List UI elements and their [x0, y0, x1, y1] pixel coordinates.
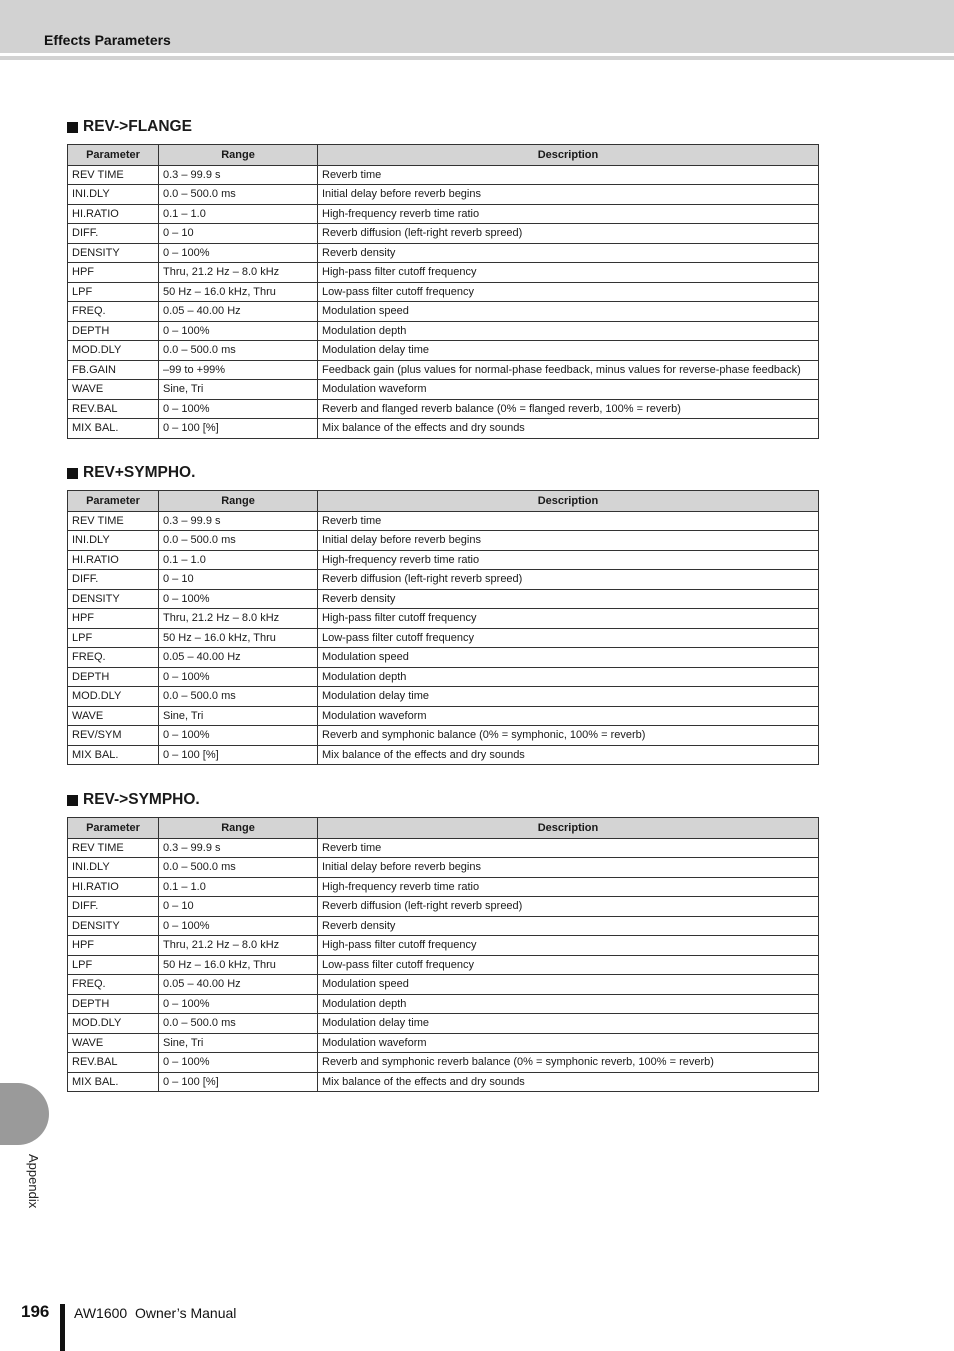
cell-range: 0.0 – 500.0 ms	[159, 531, 318, 551]
cell-description: Low-pass filter cutoff frequency	[318, 628, 819, 648]
column-header-parameter: Parameter	[68, 145, 159, 166]
table-row	[68, 341, 819, 361]
cell-range: 0.3 – 99.9 s	[159, 165, 318, 185]
cell-range: 0 – 100%	[159, 243, 318, 263]
square-bullet-icon	[67, 795, 78, 806]
cell-description: High-pass filter cutoff frequency	[318, 609, 819, 629]
cell-range: 0 – 10	[159, 224, 318, 244]
appendix-label: Appendix	[26, 1154, 41, 1209]
cell-parameter: DEPTH	[68, 321, 159, 341]
table-row	[68, 877, 819, 897]
section-heading	[67, 117, 818, 137]
cell-description: Reverb density	[318, 243, 819, 263]
cell-parameter: FREQ.	[68, 302, 159, 322]
table-row	[68, 897, 819, 917]
section-rev-to-sympho	[67, 790, 818, 1092]
cell-parameter: REV TIME	[68, 165, 159, 185]
cell-range: 0.0 – 500.0 ms	[159, 1014, 318, 1034]
table-header-row	[68, 145, 819, 166]
manual-title: AW1600 Owner’s Manual	[74, 1305, 237, 1321]
square-bullet-icon	[67, 468, 78, 479]
cell-description: Modulation waveform	[318, 706, 819, 726]
cell-parameter: DENSITY	[68, 916, 159, 936]
cell-description: Reverb diffusion (left-right reverb spreed)	[318, 897, 819, 917]
cell-parameter: HI.RATIO	[68, 204, 159, 224]
cell-description: Low-pass filter cutoff frequency	[318, 282, 819, 302]
cell-range: –99 to +99%	[159, 360, 318, 380]
table-row	[68, 628, 819, 648]
cell-description: Reverb diffusion (left-right reverb spreed)	[318, 224, 819, 244]
table-row	[68, 1033, 819, 1053]
cell-range: 0 – 100%	[159, 916, 318, 936]
table-row	[68, 243, 819, 263]
cell-parameter: HPF	[68, 263, 159, 283]
table-row	[68, 1014, 819, 1034]
cell-parameter: DIFF.	[68, 570, 159, 590]
cell-description: Mix balance of the effects and dry sounds	[318, 1072, 819, 1092]
cell-range: 0.0 – 500.0 ms	[159, 687, 318, 707]
table-row	[68, 936, 819, 956]
cell-description: Reverb time	[318, 838, 819, 858]
column-header-range: Range	[159, 491, 318, 512]
cell-range: 0 – 100%	[159, 994, 318, 1014]
cell-description: High-frequency reverb time ratio	[318, 550, 819, 570]
parameter-table	[67, 817, 819, 1092]
table-header-row	[68, 818, 819, 839]
cell-parameter: DENSITY	[68, 589, 159, 609]
table-row	[68, 1053, 819, 1073]
cell-range: Thru, 21.2 Hz – 8.0 kHz	[159, 936, 318, 956]
table-row	[68, 858, 819, 878]
table-row	[68, 302, 819, 322]
cell-description: High-pass filter cutoff frequency	[318, 263, 819, 283]
cell-parameter: DIFF.	[68, 224, 159, 244]
cell-range: 0 – 100%	[159, 1053, 318, 1073]
cell-description: Modulation waveform	[318, 1033, 819, 1053]
table-row	[68, 185, 819, 205]
table-row	[68, 224, 819, 244]
cell-range: 0.3 – 99.9 s	[159, 511, 318, 531]
page-header-title: Effects Parameters	[44, 32, 171, 48]
cell-parameter: MIX BAL.	[68, 745, 159, 765]
cell-description: Reverb diffusion (left-right reverb spreed)	[318, 570, 819, 590]
cell-description: Modulation speed	[318, 975, 819, 995]
cell-range: 0 – 100%	[159, 321, 318, 341]
section-title: REV->FLANGE	[83, 118, 192, 135]
cell-description: High-frequency reverb time ratio	[318, 877, 819, 897]
cell-range: 0 – 100 [%]	[159, 419, 318, 439]
table-row	[68, 360, 819, 380]
cell-parameter: REV TIME	[68, 838, 159, 858]
cell-range: 50 Hz – 16.0 kHz, Thru	[159, 955, 318, 975]
cell-parameter: REV TIME	[68, 511, 159, 531]
table-row	[68, 745, 819, 765]
cell-description: Reverb and flanged reverb balance (0% = flanged reverb, 100% = reverb)	[318, 399, 819, 419]
header-underline	[0, 56, 954, 60]
cell-parameter: HI.RATIO	[68, 550, 159, 570]
cell-description: Reverb and symphonic balance (0% = symphonic, 100% = reverb)	[318, 726, 819, 746]
cell-parameter: WAVE	[68, 706, 159, 726]
cell-description: Initial delay before reverb begins	[318, 858, 819, 878]
table-row	[68, 399, 819, 419]
cell-parameter: DIFF.	[68, 897, 159, 917]
cell-range: 0.1 – 1.0	[159, 550, 318, 570]
footer-bar	[60, 1304, 65, 1351]
cell-description: Modulation depth	[318, 667, 819, 687]
parameter-table	[67, 144, 819, 439]
table-row	[68, 282, 819, 302]
table-row	[68, 531, 819, 551]
cell-parameter: MOD.DLY	[68, 687, 159, 707]
column-header-description: Description	[318, 145, 819, 166]
cell-parameter: HPF	[68, 609, 159, 629]
column-header-parameter: Parameter	[68, 818, 159, 839]
cell-description: Reverb time	[318, 511, 819, 531]
cell-parameter: FREQ.	[68, 648, 159, 668]
cell-range: 50 Hz – 16.0 kHz, Thru	[159, 628, 318, 648]
table-row	[68, 380, 819, 400]
cell-range: 0 – 100%	[159, 726, 318, 746]
cell-range: Sine, Tri	[159, 1033, 318, 1053]
cell-parameter: FREQ.	[68, 975, 159, 995]
cell-parameter: HPF	[68, 936, 159, 956]
cell-range: 0.0 – 500.0 ms	[159, 341, 318, 361]
table-row	[68, 687, 819, 707]
cell-parameter: MOD.DLY	[68, 341, 159, 361]
table-row	[68, 550, 819, 570]
cell-parameter: REV/SYM	[68, 726, 159, 746]
cell-parameter: INI.DLY	[68, 185, 159, 205]
cell-range: 0.05 – 40.00 Hz	[159, 648, 318, 668]
cell-parameter: INI.DLY	[68, 858, 159, 878]
cell-description: Modulation speed	[318, 648, 819, 668]
table-row	[68, 263, 819, 283]
table-row	[68, 955, 819, 975]
column-header-parameter: Parameter	[68, 491, 159, 512]
cell-parameter: WAVE	[68, 380, 159, 400]
table-row	[68, 589, 819, 609]
cell-range: Thru, 21.2 Hz – 8.0 kHz	[159, 609, 318, 629]
cell-parameter: HI.RATIO	[68, 877, 159, 897]
cell-parameter: FB.GAIN	[68, 360, 159, 380]
table-row	[68, 667, 819, 687]
page-number: 196	[21, 1302, 50, 1321]
cell-description: Feedback gain (plus values for normal-phase feedback, minus values for reverse-phase feedback)	[318, 360, 819, 380]
section-heading	[67, 463, 818, 483]
cell-parameter: LPF	[68, 282, 159, 302]
cell-range: Sine, Tri	[159, 380, 318, 400]
cell-range: 0 – 100%	[159, 399, 318, 419]
cell-description: Modulation depth	[318, 321, 819, 341]
cell-parameter: WAVE	[68, 1033, 159, 1053]
cell-parameter: MOD.DLY	[68, 1014, 159, 1034]
cell-description: Modulation depth	[318, 994, 819, 1014]
cell-parameter: LPF	[68, 955, 159, 975]
cell-parameter: LPF	[68, 628, 159, 648]
table-row	[68, 1072, 819, 1092]
cell-parameter: DEPTH	[68, 667, 159, 687]
cell-parameter: INI.DLY	[68, 531, 159, 551]
cell-description: Reverb density	[318, 589, 819, 609]
cell-range: 0.1 – 1.0	[159, 877, 318, 897]
cell-description: Modulation waveform	[318, 380, 819, 400]
cell-range: 0.1 – 1.0	[159, 204, 318, 224]
table-row	[68, 165, 819, 185]
cell-range: 0 – 100%	[159, 589, 318, 609]
section-heading	[67, 790, 818, 810]
table-row	[68, 204, 819, 224]
cell-parameter: MIX BAL.	[68, 419, 159, 439]
cell-range: 50 Hz – 16.0 kHz, Thru	[159, 282, 318, 302]
cell-description: Reverb time	[318, 165, 819, 185]
cell-range: 0.3 – 99.9 s	[159, 838, 318, 858]
cell-range: 0 – 10	[159, 897, 318, 917]
cell-range: 0 – 100%	[159, 667, 318, 687]
table-row	[68, 706, 819, 726]
table-row	[68, 570, 819, 590]
table-row	[68, 994, 819, 1014]
cell-description: Modulation delay time	[318, 687, 819, 707]
cell-description: Initial delay before reverb begins	[318, 531, 819, 551]
cell-parameter: DEPTH	[68, 994, 159, 1014]
cell-description: Mix balance of the effects and dry sounds	[318, 745, 819, 765]
column-header-range: Range	[159, 145, 318, 166]
cell-range: 0 – 100 [%]	[159, 745, 318, 765]
cell-range: 0.05 – 40.00 Hz	[159, 975, 318, 995]
table-row	[68, 321, 819, 341]
section-rev-flange	[67, 117, 818, 439]
table-row	[68, 511, 819, 531]
cell-range: Thru, 21.2 Hz – 8.0 kHz	[159, 263, 318, 283]
cell-parameter: MIX BAL.	[68, 1072, 159, 1092]
cell-description: Reverb and symphonic reverb balance (0% = symphonic reverb, 100% = reverb)	[318, 1053, 819, 1073]
section-title: REV->SYMPHO.	[83, 791, 200, 808]
cell-description: Modulation delay time	[318, 341, 819, 361]
appendix-side-tab	[0, 1083, 49, 1145]
table-row	[68, 609, 819, 629]
column-header-range: Range	[159, 818, 318, 839]
cell-parameter: REV.BAL	[68, 1053, 159, 1073]
section-title: REV+SYMPHO.	[83, 464, 196, 481]
table-row	[68, 916, 819, 936]
cell-description: High-frequency reverb time ratio	[318, 204, 819, 224]
cell-range: 0.0 – 500.0 ms	[159, 858, 318, 878]
cell-description: Low-pass filter cutoff frequency	[318, 955, 819, 975]
cell-range: 0.05 – 40.00 Hz	[159, 302, 318, 322]
table-row	[68, 419, 819, 439]
cell-description: Mix balance of the effects and dry sounds	[318, 419, 819, 439]
table-row	[68, 726, 819, 746]
cell-description: Modulation delay time	[318, 1014, 819, 1034]
section-rev-sympho	[67, 463, 818, 765]
table-row	[68, 838, 819, 858]
cell-range: 0 – 100 [%]	[159, 1072, 318, 1092]
cell-range: Sine, Tri	[159, 706, 318, 726]
table-header-row	[68, 491, 819, 512]
cell-parameter: REV.BAL	[68, 399, 159, 419]
cell-description: High-pass filter cutoff frequency	[318, 936, 819, 956]
column-header-description: Description	[318, 818, 819, 839]
cell-range: 0 – 10	[159, 570, 318, 590]
table-row	[68, 648, 819, 668]
cell-description: Initial delay before reverb begins	[318, 185, 819, 205]
table-row	[68, 975, 819, 995]
parameter-table	[67, 490, 819, 765]
cell-description: Reverb density	[318, 916, 819, 936]
square-bullet-icon	[67, 122, 78, 133]
cell-description: Modulation speed	[318, 302, 819, 322]
cell-range: 0.0 – 500.0 ms	[159, 185, 318, 205]
column-header-description: Description	[318, 491, 819, 512]
cell-parameter: DENSITY	[68, 243, 159, 263]
